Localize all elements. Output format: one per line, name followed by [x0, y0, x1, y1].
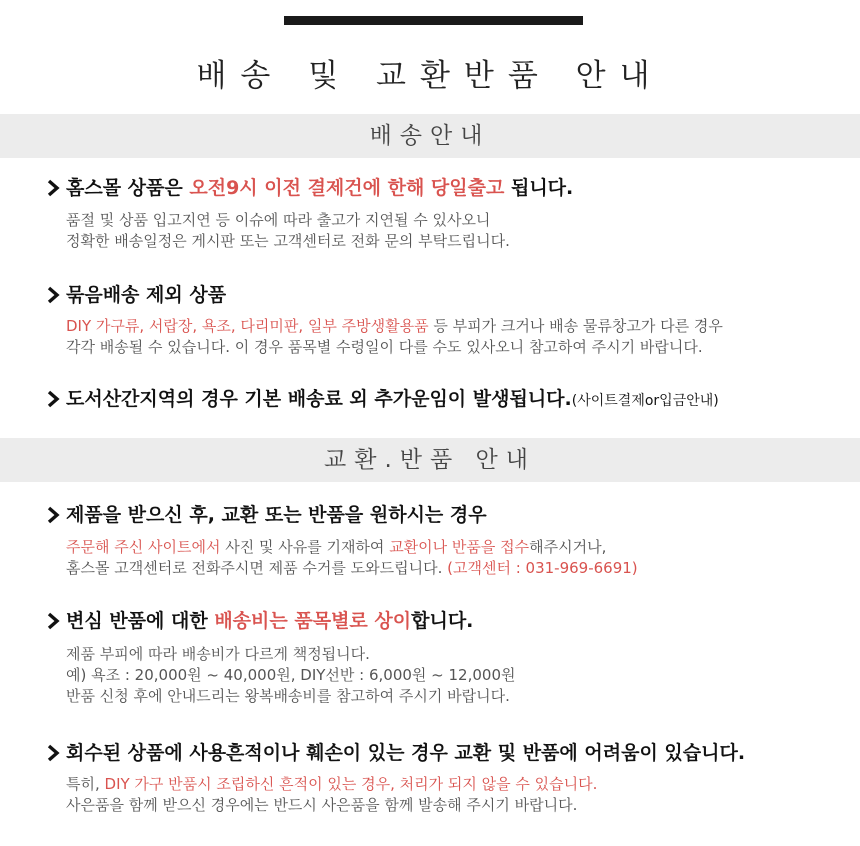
return-notice-shipping-fee [46, 607, 516, 707]
shipping-notice-same-day [46, 174, 573, 252]
page-title: 배송 및 교환반품 안내 [196, 58, 664, 94]
notice-heading: 회수된 상품에 사용흔적이나 훼손이 있는 경우 교환 및 반품에 어려움이 있습니다. [66, 742, 746, 764]
notice-heading-end: 합니다. [411, 610, 474, 632]
chevron-right-icon [46, 744, 60, 762]
notice-heading: 도서산간지역의 경우 기본 배송료 외 추가운임이 발생됩니다. [66, 388, 572, 410]
notice-note: (사이트결제or입금안내) [571, 393, 719, 409]
notice-text: 제품 부피에 따라 배송비가 다르게 책정됩니다. [66, 645, 370, 663]
notice-heading: 변심 반품에 대한 [66, 610, 215, 632]
chevron-right-icon [46, 612, 60, 630]
notice-heading: 묶음배송 제외 상품 [66, 284, 227, 306]
return-notice-damage [46, 739, 745, 816]
notice-text: 특히, [66, 775, 105, 793]
notice-text: 홈스몰 고객센터로 전화주시면 제품 수거를 도와드립니다. [66, 559, 448, 577]
return-notice-how-to [46, 501, 638, 579]
notice-highlight: 주문해 주신 사이트에서 [66, 538, 221, 556]
notice-highlight: 오전9시 이전 결제건에 한해 당일출고 [189, 177, 505, 199]
notice-highlight: 교환이나 반품을 접수 [389, 538, 530, 556]
top-decorative-bar [284, 16, 583, 25]
customer-center-phone: (고객센터 : 031-969-6691) [447, 559, 638, 577]
notice-text: 등 부피가 크거나 배송 물류창고가 다른 경우 [428, 317, 723, 335]
notice-text: 각각 배송될 수 있습니다. 이 경우 품목별 수령일이 다를 수도 있사오니 참고하여 주시기 바랍니다. [66, 338, 703, 356]
chevron-right-icon [46, 286, 60, 304]
notice-text: 해주시거나, [529, 538, 607, 556]
notice-text: 정확한 배송일정은 게시판 또는 고객센터로 전화 문의 부탁드립니다. [66, 232, 510, 250]
notice-heading: 홈스몰 상품은 [66, 177, 190, 199]
shipping-notice-remote-area [46, 385, 719, 413]
chevron-right-icon [46, 390, 60, 408]
notice-highlight: 배송비는 품목별로 상이 [214, 610, 412, 632]
shipping-notice-bundle-exclusion [46, 281, 723, 358]
notice-text: 반품 신청 후에 안내드리는 왕복배송비를 참고하여 주시기 바랍니다. [66, 687, 510, 705]
notice-heading-end: 됩니다. [504, 177, 574, 199]
notice-highlight: DIY 가구류, 서랍장, 욕조, 다리미판, 일부 주방생활용품 [66, 317, 429, 335]
chevron-right-icon [46, 179, 60, 197]
section-header-exchange-return: 교환.반품 안내 [0, 438, 860, 482]
notice-text: 사진 및 사유를 기재하여 [220, 538, 390, 556]
notice-text: 품절 및 상품 입고지연 등 이슈에 따라 출고가 지연될 수 있사오니 [66, 211, 491, 229]
chevron-right-icon [46, 506, 60, 524]
notice-highlight: DIY 가구 반품시 조립하신 흔적이 있는 경우, 처리가 되지 않을 수 있습니다. [104, 775, 598, 793]
notice-text: 사은품을 함께 받으신 경우에는 반드시 사은품을 함께 발송해 주시기 바랍니다. [66, 796, 578, 814]
notice-text: 예) 욕조 : 20,000원 ~ 40,000원, DIY선반 : 6,000원 ~ 12,000원 [66, 666, 516, 684]
notice-heading: 제품을 받으신 후, 교환 또는 반품을 원하시는 경우 [66, 504, 487, 526]
section-header-shipping: 배송안내 [0, 114, 860, 158]
